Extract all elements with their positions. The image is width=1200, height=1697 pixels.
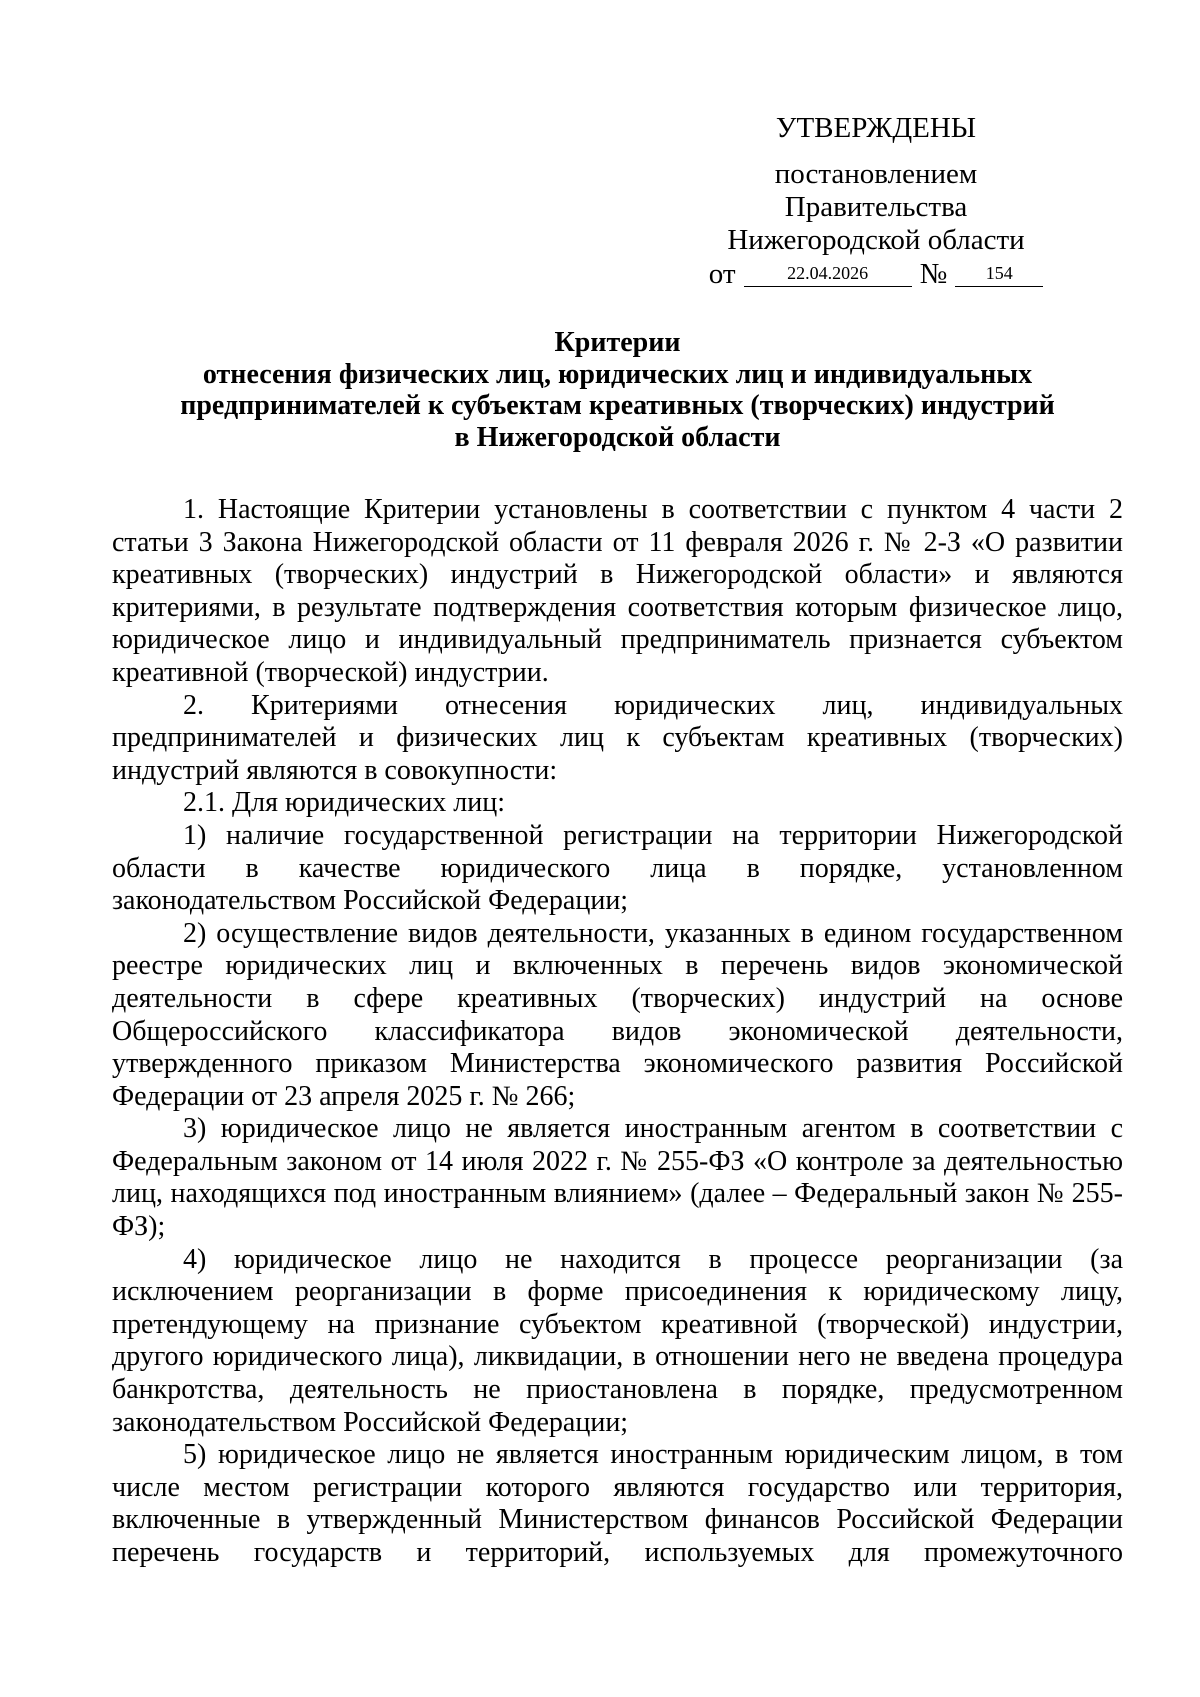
paragraph-2: 2. Критериями отнесения юридических лиц, индивидуальных предпринимателей и физических лиц к субъектам креативных (творческих) индустрий являются в совокупности: (112, 689, 1123, 786)
title-line-3: предпринимателей к субъектам креативных (творческих) индустрий (180, 390, 1055, 421)
document-title (112, 327, 1123, 453)
number-field: 154 (955, 262, 1043, 287)
approval-line-1: постановлением Правительства (774, 158, 978, 223)
list-item-4: 4) юридическое лицо не находится в процессе реорганизации (за исключением реорганизации в форме присоединения к юридическому лицу, претендующему на признание субъектом креативной (творческой) индустрии, другого юридического лица), ликвидации, в отношении него не введена процедура банкротства, деятельность не приостановлена в порядке, предусмотренном законодательством Российской Федерации; (112, 1243, 1123, 1438)
approval-block (680, 112, 1072, 291)
number-prefix: № (919, 258, 948, 290)
paragraph-1: 1. Настоящие Критерии установлены в соответствии с пунктом 4 части 2 статьи 3 Закона Нижегородской области от 11 февраля 2026 г. № 2-З «О развитии креативных (творческих) индустрий в Нижегородской области» и являются критериями, в результате подтверждения соответствия которым физическое лицо, юридическое лицо и индивидуальный предприниматель признается субъектом креативной (творческой) индустрии. (112, 494, 1123, 688)
title-line-1: Критерии (554, 327, 681, 358)
title-line-2: отнесения физических лиц, юридических лиц и индивидуальных (202, 358, 1033, 390)
approval-date-number-line (680, 258, 1072, 291)
title-line-4: в Нижегородской области (454, 421, 781, 453)
approval-heading: УТВЕРЖДЕНЫ (775, 112, 977, 144)
list-item-5: 5) юридическое лицо не является иностранным юридическим лицом, в том числе местом регистрации которого являются государство или территория, включенные в утвержденный Министерством финансов Российской Федерации перечень государств и территорий, используемых для промежуточного (112, 1439, 1123, 1568)
date-field: 22.04.2026 (744, 262, 912, 287)
paragraph-2-1: 2.1. Для юридических лиц: (183, 787, 506, 819)
list-item-3: 3) юридическое лицо не является иностранным агентом в соответствии с Федеральным законом от 14 июля 2022 г. № 255-ФЗ «О контроле за деятельностью лиц, находящихся под иностранным влиянием» (далее – Федеральный закон № 255-ФЗ); (112, 1113, 1123, 1243)
document-body (112, 494, 1123, 1570)
approval-line-2: Нижегородской области (727, 224, 1025, 256)
list-item-2: 2) осуществление видов деятельности, указанных в едином государственном реестре юридических лиц и включенных в перечень видов экономической деятельности в сфере креативных (творческих) индустрий на основе Общероссийского классификатора видов экономической деятельности, утвержденного приказом Министерства экономического развития Российской Федерации от 23 апреля 2025 г. № 266; (112, 917, 1123, 1112)
list-item-1: 1) наличие государственной регистрации на территории Нижегородской области в качестве юридического лица в порядке, установленном законодательством Российской Федерации; (112, 819, 1123, 917)
date-prefix: от (708, 258, 736, 290)
